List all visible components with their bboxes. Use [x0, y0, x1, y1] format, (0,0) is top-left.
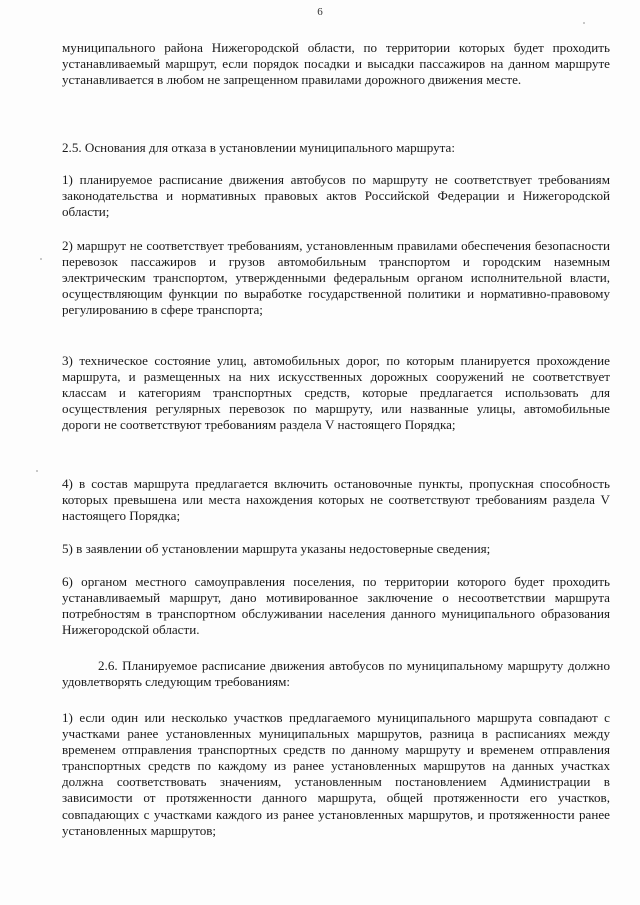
- section-2-5-item-1: 1) планируемое расписание движения автобусов по маршруту не соответствует требованиям законодательства и нормативных правовых актов Российской Федерации и Нижегородской области;: [62, 172, 610, 220]
- section-2-5-heading: 2.5. Основания для отказа в установлении муниципального маршрута:: [62, 140, 456, 155]
- section-2-5-item-3: 3) техническое состояние улиц, автомобильных дорог, по которым планируется прохождение маршрута, и размещенных на них искусственных дорожных сооружений не соответствует классам и категориям транспортных средств, которые предлагается использовать для осуществления регулярных перевозок по маршруту, или названные улицы, автомобильные дороги не соответствуют требованиям раздела V настоящего Порядка;: [62, 353, 610, 433]
- page-number: 6: [317, 6, 323, 18]
- scan-speck: [40, 258, 42, 260]
- section-2-5-item-5: 5) в заявлении об установлении маршрута указаны недостоверные сведения;: [62, 541, 491, 556]
- intro-paragraph: муниципального района Нижегородской области, по территории которых будет проходить устанавливаемый маршрут, если порядок посадки и высадки пассажиров на данном маршруте устанавливается в любом не запрещенном правилами дорожного движения месте.: [62, 40, 610, 88]
- section-2-5-item-4: 4) в состав маршрута предлагается включить остановочные пункты, пропускная способность которых превышена или места нахождения которых не соответствуют требованиям раздела V настоящего Порядка;: [62, 476, 610, 524]
- scan-speck: [36, 470, 38, 472]
- section-2-6-item-1: 1) если один или несколько участков предлагаемого муниципального маршрута совпадают с участками ранее установленных муниципальных маршрутов, разница в расписаниях между временем отправления транспортных средств по данному маршруту и временем отправления транспортных средств по каждому из ранее установленных маршрутов на данных участках должна соответствовать значениям, установленным постановлением Администрации в зависимости от протяженности данного маршрута, общей протяженности его участков, совпадающих с участками каждого из ранее установленных маршрутов, и протяженности ранее установленных маршрутов;: [62, 710, 610, 838]
- scan-speck: [583, 22, 585, 24]
- section-2-6-heading: 2.6. Планируемое расписание движения автобусов по муниципальному маршруту должно удовлетворять следующим требованиям:: [62, 658, 610, 690]
- section-2-5-item-2: 2) маршрут не соответствует требованиям, установленным правилами обеспечения безопасности перевозок пассажиров и грузов автомобильным транспортом и городским наземным электрическим транспортом, утвержденными федеральным органом исполнительной власти, осуществляющим функции по выработке государственной политики и нормативно-правовому регулированию в сфере транспорта;: [62, 238, 610, 318]
- section-2-5-item-6: 6) органом местного самоуправления поселения, по территории которого будет проходить устанавливаемый маршрут, дано мотивированное заключение о несоответствии маршрута потребностям в транспортном обслуживании населения данного муниципального образования Нижегородской области.: [62, 574, 610, 638]
